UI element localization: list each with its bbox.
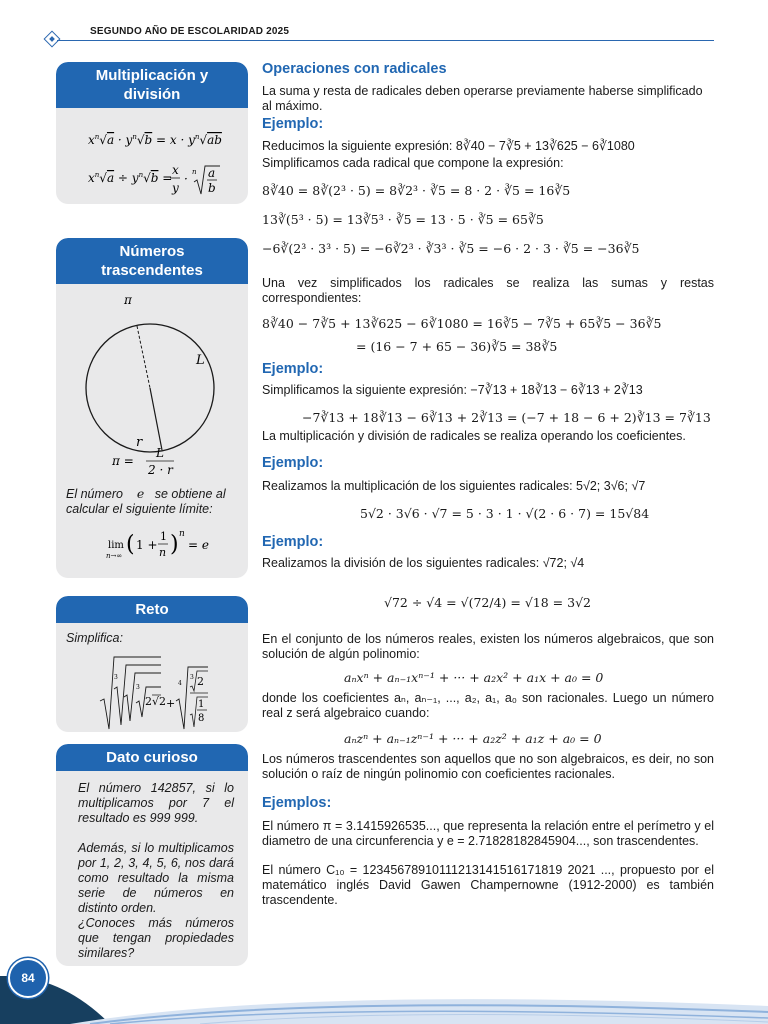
pi-numerator: L [156,446,164,460]
L-label: L [196,353,205,368]
box-title-line: Multiplicación y [95,67,209,84]
limit-formula [56,526,248,573]
pi-denominator: 2 · r [148,463,173,476]
dato-paragraph-1: El número 142857, si lo multiplicamos por 7 el resultado es 999 999. [78,781,234,825]
box-title: Reto [56,596,248,623]
sidebar-box-trascendentes [56,238,248,578]
footer-decoration [0,976,768,1024]
box-title-line: Números [119,243,185,260]
mult-formulas [68,116,236,204]
sidebar-box-dato-curioso [56,744,248,966]
e-text-b: se obtiene al calcular el siguiente límite: [66,487,226,516]
svg-text:3: 3 [136,684,140,691]
heading-ejemplo: Ejemplo: [262,361,324,377]
frac-y: y [172,181,179,195]
box-title [56,238,248,284]
equation-7: 5√2 · 3√6 · √7 = 5 · 3 · 1 · √(2 · 6 · 7) = 15√84 [360,506,650,521]
sidebar-box-reto [56,596,248,732]
formula-product: $x^n√a \cdot y^n√b = x \cdot y^n√ab$ [88,133,222,147]
dato-text [56,771,248,961]
dot: · [184,172,188,186]
svg-text:4: 4 [178,680,182,687]
paragraph-ops: La suma y resta de radicales deben operarse previamente haberse simplificado al máximo. [262,84,703,113]
r-label: r [136,435,143,450]
box-title-line: división [123,86,181,103]
dato-paragraph-2: Además, si lo multiplicamos por 1, 2, 3, 4, 5, 6, nos dará como resultado la misma serie de números en distinto orden. [78,841,234,915]
paragraph-ej4: Realizamos la división de los siguientes radicales: √72; √4 [262,556,585,570]
heading-operaciones: Operaciones con radicales [262,61,447,77]
paragraph-trascendentes: Los números trascendentes son aquellos que no son algebraicos, es deir, no son solución o raíz de ningún polinomio con coeficientes racionales. [262,752,714,781]
header-diamond-icon [44,31,61,48]
paragraph-simplificados: Una vez simplificados los radicales se realiza las sumas y restas correspondientes: [262,276,714,305]
pi-label: π [124,293,132,307]
svg-text:n→∞: n→∞ [106,552,123,560]
svg-text:8: 8 [198,713,205,724]
paragraph-ej1a: Reducimos la siguiente expresión: 8∛40 − 7∛5 + 13∛625 − 6∛1080 [262,139,635,153]
e-text-a: El número [66,487,123,501]
frac-a: a [208,166,216,180]
main-column [262,62,714,908]
svg-text:1: 1 [198,699,205,710]
equation-1: 8∛40 = 8∛(2³ · 5) = 8∛2³ · ∛5 = 8 · 2 · ∛5 = 16∛5 [262,183,571,198]
heading-ejemplo: Ejemplo: [262,116,324,132]
frac-x: x [172,163,179,177]
equation-5: = (16 − 7 + 65 − 36)∛5 = 38∛5 [356,339,558,354]
box-title-line: trascendentes [101,262,203,279]
svg-text:2√2: 2√2 [145,695,167,708]
heading-ejemplos: Ejemplos: [262,795,332,811]
svg-text:3: 3 [114,674,118,681]
svg-text:n: n [159,546,167,559]
equation-9: aₙxⁿ + aₙ₋₁xⁿ⁻¹ + ··· + a₂x² + a₁x + a₀ = 0 [344,670,604,685]
svg-text:1 +: 1 + [136,538,158,552]
svg-text:2: 2 [197,675,204,688]
paragraph-algebraicos: En el conjunto de los números reales, existen los números algebraicos, que son solución de algún polinomio: [262,632,714,661]
svg-text:1: 1 [160,530,167,543]
e-symbol: e [136,486,145,501]
heading-ejemplo: Ejemplo: [262,534,324,550]
svg-text:(: ( [126,532,135,557]
equation-6: −7∛13 + 18∛13 − 6∛13 + 2∛13 = (−7 + 18 − 6 + 2)∛13 = 7∛13 [302,410,711,425]
e-text [66,486,246,517]
header-rule [62,40,714,41]
pi-lhs: π = [112,454,134,468]
reto-prompt: Simplifica: [66,631,123,645]
frac-b: b [208,181,216,195]
paragraph-coeficientes: donde los coeficientes aₙ, aₙ₋₁, ..., a₂, a₁, a₀ son racionales. Luego un número real z será algebraico cuando: [262,691,714,720]
paragraph-pi: El número π = 3.1415926535..., que representa la relación entre el perímetro y el diametro de una circunferencia y e = 2.71828182845904..., son trascendentes. [262,819,714,848]
paragraph-champernowne: El número C₁₀ = 12345678910111213141516171819 2021 ..., propuesto por el matemático inglés David Gawen Champernowne (1912-2000) es también trascendente. [262,863,714,907]
svg-text:n: n [179,529,185,539]
svg-text:3: 3 [190,674,194,681]
root-index: n [192,168,197,176]
formula-quotient: $x^n√a \div y^n√b$ = [88,171,173,185]
equation-2: 13∛(5³ · 5) = 13∛5³ · ∛5 = 13 · 5 · ∛5 = 65∛5 [262,212,544,227]
heading-ejemplo: Ejemplo: [262,455,324,471]
solid-radius [150,388,162,450]
svg-text:+: + [166,697,176,710]
equation-8: √72 ÷ √4 = √(72/4) = √18 = 3√2 [384,595,592,610]
equation-4: 8∛40 − 7∛5 + 13∛625 − 6∛1080 = 16∛5 − 7∛5 + 65∛5 − 36∛5 [262,316,662,331]
dashed-radius [137,326,150,388]
paragraph-ej3: Realizamos la multiplicación de los siguientes radicales: 5√2; 3√6; √7 [262,479,646,493]
sidebar-box-multiplicacion [56,62,248,204]
paragraph-mult: La multiplicación y división de radicales se realiza operando los coeficientes. [262,429,686,443]
pi-formula [56,446,248,481]
svg-text:lim: lim [108,540,124,551]
svg-text:): ) [170,532,179,557]
dato-paragraph-3: ¿Conoces más números que tengan propiedades similares? [78,916,234,960]
paragraph-ej2: Simplificamos la siguiente expresión: −7∛13 + 18∛13 − 6∛13 + 2∛13 [262,383,643,397]
paragraph-ej1b: Simplificamos cada radical que compone la expresión: [262,156,564,170]
equation-3: −6∛(2³ · 3³ · 5) = −6∛2³ · ∛3³ · ∛5 = −6 · 2 · 3 · ∛5 = −36∛5 [262,241,640,256]
running-header: SEGUNDO AÑO DE ESCOLARIDAD 2025 [90,26,290,37]
svg-text:= e: = e [188,538,209,552]
box-title: Dato curioso [56,744,248,771]
box-title [56,62,248,108]
reto-expression [56,645,248,731]
page-number-badge: 84 [8,958,48,998]
equation-10: aₙzⁿ + aₙ₋₁zⁿ⁻¹ + ··· + a₂z² + a₁z + a₀ = 0 [344,731,602,746]
